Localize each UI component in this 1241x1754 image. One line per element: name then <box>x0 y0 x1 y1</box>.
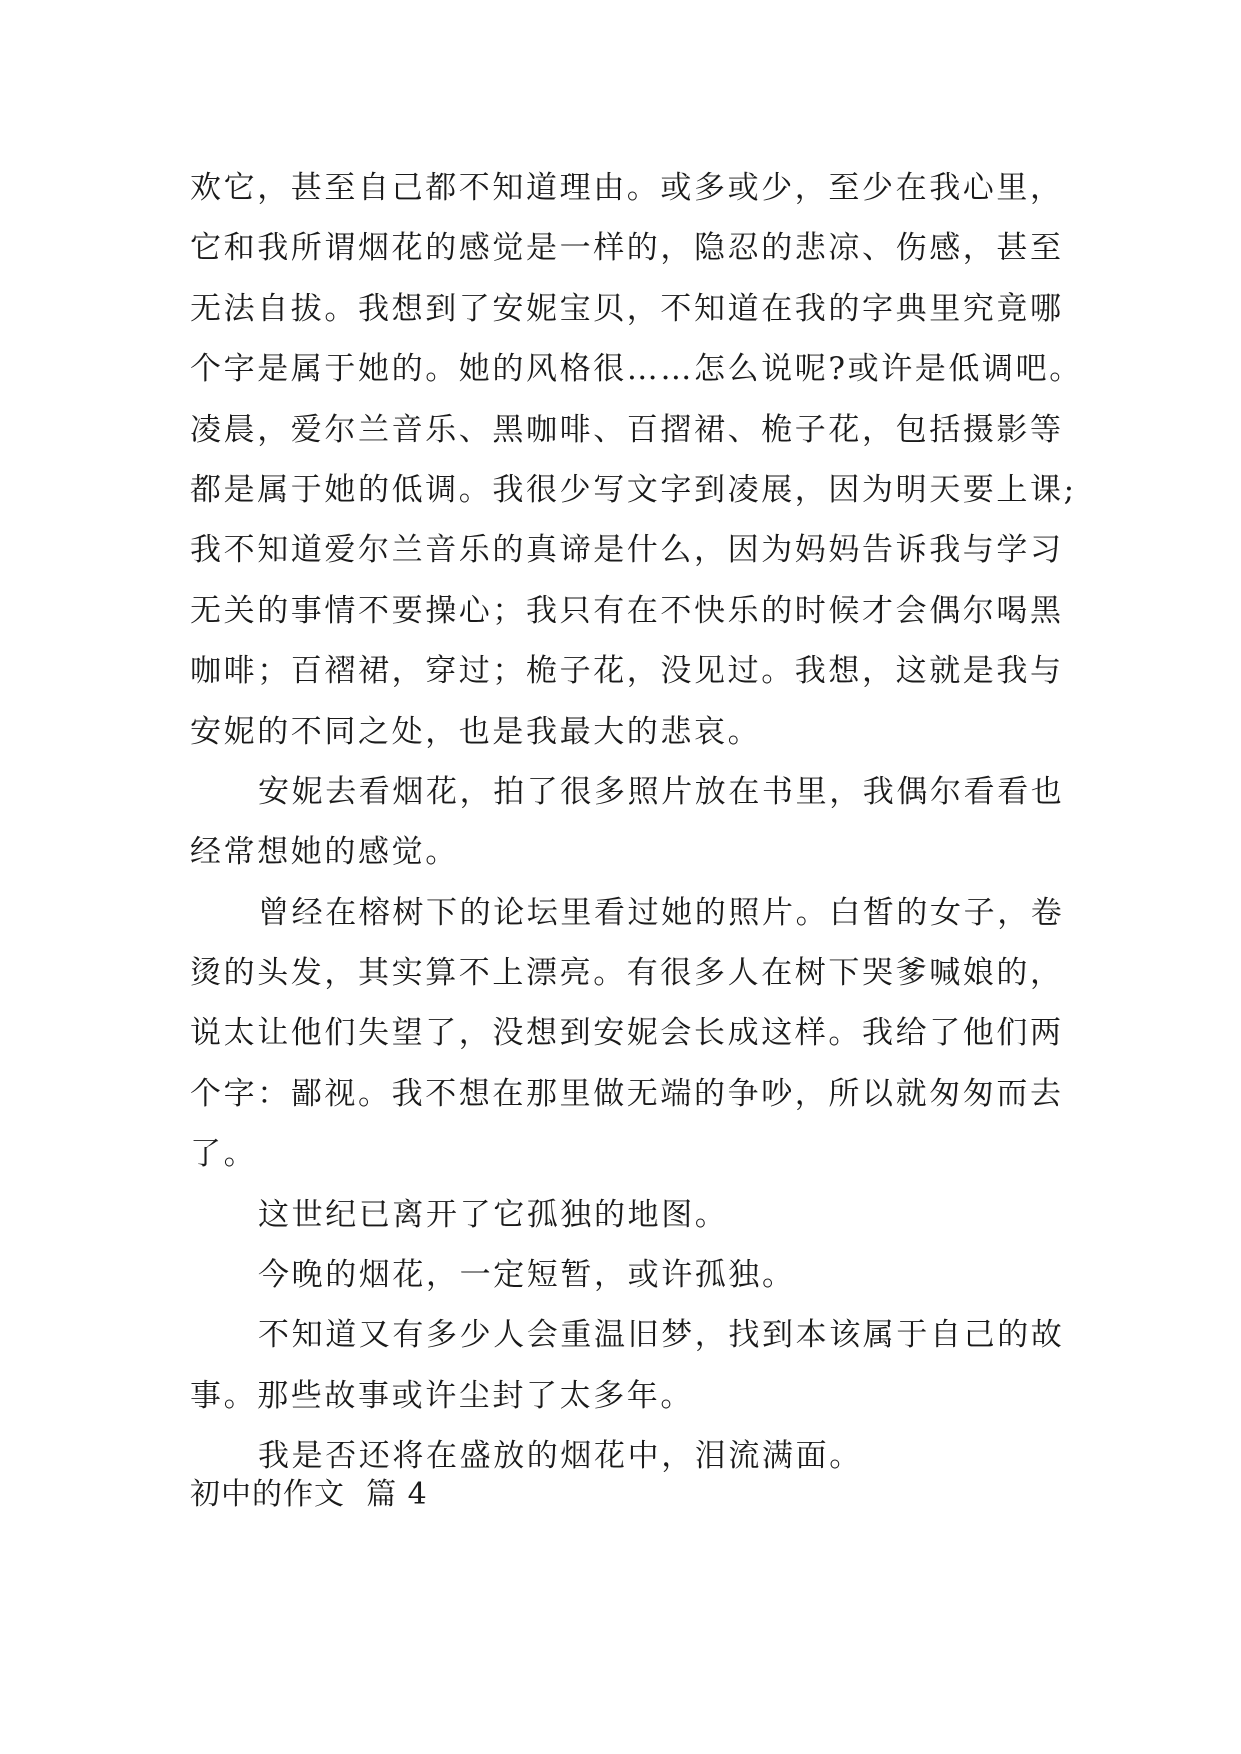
text-line: 个字：鄙视。我不想在那里做无端的争吵，所以就匆匆而去 <box>190 1075 1064 1112</box>
text-line: 安妮的不同之处，也是我最大的悲哀。 <box>190 713 762 750</box>
text-line: 经常想她的感觉。 <box>190 834 459 871</box>
text-line: 欢它，甚至自己都不知道理由。或多或少，至少在我心里， <box>190 170 1064 206</box>
text-line: 无关的事情不要操心；我只有在不快乐的时候才会偶尔喝黑 <box>190 592 1064 629</box>
text-line: 它和我所谓烟花的感觉是一样的，隐忍的悲凉、伤感，甚至 <box>190 230 1064 267</box>
paragraph-first-line: 曾经在榕树下的论坛里看过她的照片。白皙的女子，卷 <box>258 894 1065 931</box>
text-line: 无法自拔。我想到了安妮宝贝，不知道在我的字典里究竟哪 <box>190 290 1064 327</box>
paragraph-first-line: 不知道又有多少人会重温旧梦，找到本该属于自己的故 <box>258 1317 1065 1354</box>
paragraph-first-line: 今晚的烟花，一定短暂，或许孤独。 <box>258 1257 796 1294</box>
text-line: 个字是属于她的。她的风格很……怎么说呢?或许是低调吧。 <box>190 351 1083 388</box>
text-line: 咖啡；百褶裙，穿过；桅子花，没见过。我想，这就是我与 <box>190 653 1064 690</box>
paragraph-first-line: 我是否还将在盛放的烟花中，泪流满面。 <box>258 1438 863 1475</box>
text-line: 凌晨，爱尔兰音乐、黑咖啡、百摺裙、桅子花，包括摄影等 <box>190 411 1064 448</box>
text-line: 都是属于她的低调。我很少写文字到凌展，因为明天要上课; <box>190 471 1077 508</box>
paragraph-first-line: 安妮去看烟花，拍了很多照片放在书里，我偶尔看看也 <box>258 773 1065 810</box>
text-line: 了。 <box>190 1136 258 1173</box>
text-line: 我不知道爱尔兰音乐的真谛是什么，因为妈妈告诉我与学习 <box>190 532 1064 569</box>
essay-body <box>190 158 1083 1487</box>
text-line: 事。那些故事或许尘封了太多年。 <box>190 1377 694 1414</box>
text-line: 说太让他们失望了，没想到安妮会长成这样。我给了他们两 <box>190 1015 1064 1052</box>
section-heading: 初中的作文 篇 4 <box>190 1477 428 1512</box>
paragraph-first-line: 这世纪已离开了它孤独的地图。 <box>258 1196 729 1233</box>
text-line: 烫的头发，其实算不上漂亮。有很多人在树下哭爹喊娘的， <box>190 955 1064 992</box>
